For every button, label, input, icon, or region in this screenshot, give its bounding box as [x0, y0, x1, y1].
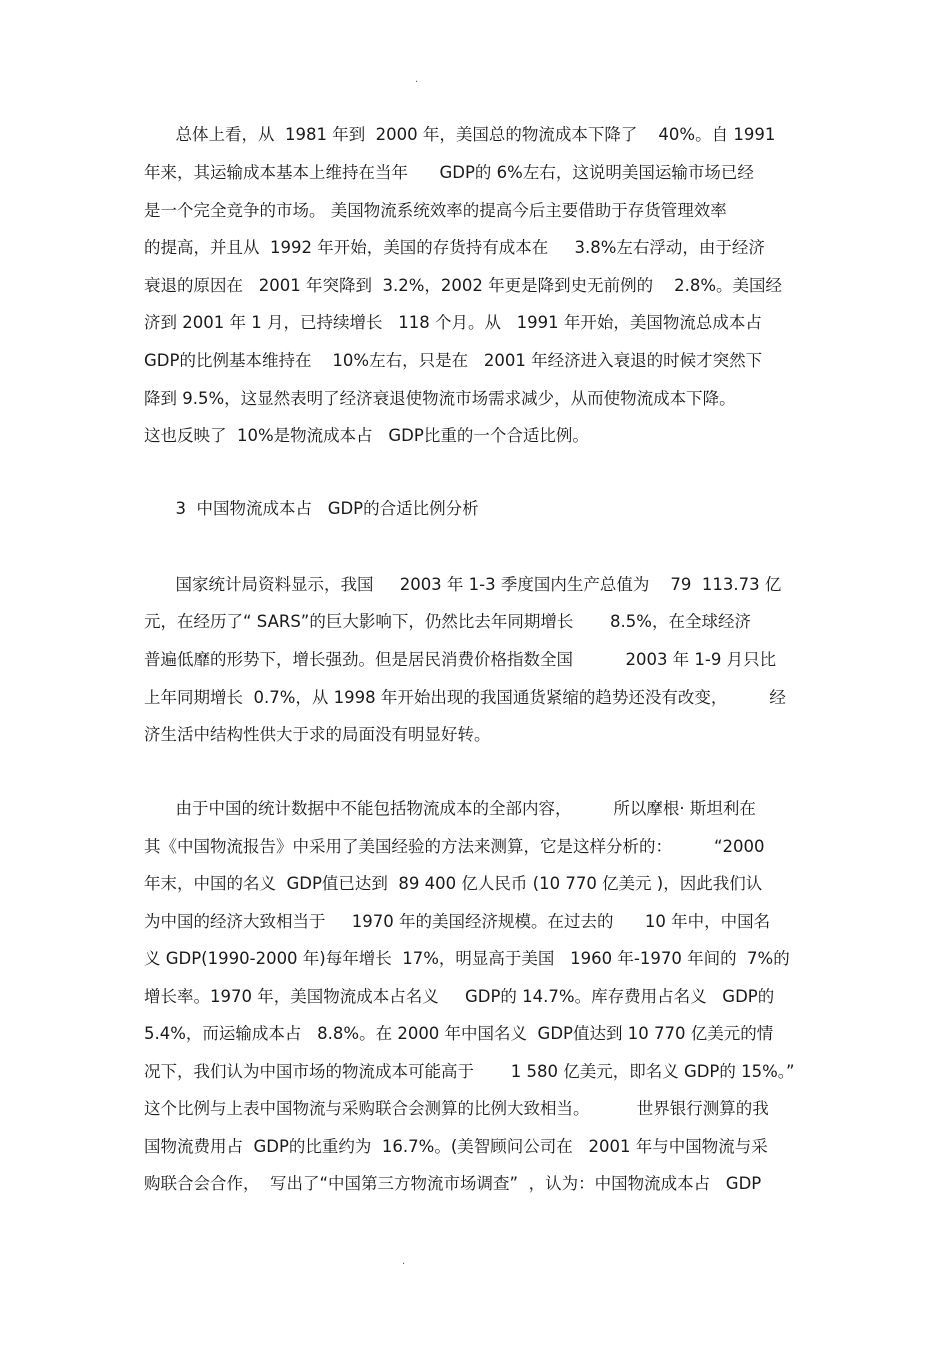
text-line: 为中国的经济大致相当于 1970 年的美国经济规模。在过去的 10 年中，中国名 [144, 912, 771, 931]
text-line: 年末，中国的名义 GDP值已达到 89 400 亿人民币 (10 770 亿美元 )，因此我们认 [144, 874, 763, 893]
text-line: 国物流费用占 GDP的比重约为 16.7%。(美智顾问公司在 2001 年与中国物流与采 [144, 1137, 768, 1156]
text-line: 况下，我们认为中国市场的物流成本可能高于 1 580 亿美元，即名义 GDP的 15%。” [144, 1062, 795, 1081]
text-line: 济到 2001 年 1 月，已持续增长 118 个月。从 1991 年开始，美国物流总成本占 [144, 313, 762, 332]
text-line: 衰退的原因在 2001 年突降到 3.2%，2002 年更是降到史无前例的 2.8%。美国经 [144, 276, 783, 295]
text-line: GDP的比例基本维持在 10%左右，只是在 2001 年经济进入衰退的时候才突然下 [144, 351, 763, 370]
text-line: 其《中国物流报告》中采用了美国经验的方法来测算，它是这样分析的： “2000 [144, 837, 765, 856]
text-line: 的提高，并且从 1992 年开始，美国的存货持有成本在 3.8%左右浮动，由于经济 [144, 238, 765, 257]
text-line: 年来，其运输成本基本上维持在当年 GDP的 6%左右，这说明美国运输市场已经 [144, 163, 754, 182]
page-bottom-mark: . [402, 1256, 406, 1267]
text-line: 上年同期增长 0.7%，从 1998 年开始出现的我国通货紧缩的趋势还没有改变， 经 [144, 688, 786, 707]
text-line: 是一个完全竞争的市场。 美国物流系统效率的提高今后主要借助于存货管理效率 [144, 201, 727, 220]
text-line: 元，在经历了“ SARS”的巨大影响下，仍然比去年同期增长 8.5%，在全球经济 [144, 612, 751, 631]
text-line: 5.4%，而运输成本占 8.8%。在 2000 年中国名义 GDP值达到 10 770 亿美元的情 [144, 1024, 774, 1043]
page-top-mark: . [415, 74, 419, 85]
text-line: 总体上看，从 1981 年到 2000 年，美国总的物流成本下降了 40%。自 1991 [144, 125, 776, 144]
text-line: 国家统计局资料显示，我国 2003 年 1-3 季度国内生产总值为 79 113.73 亿 [144, 575, 782, 594]
text-line: 降到 9.5%，这显然表明了经济衰退使物流市场需求减少，从而使物流成本下降。 [144, 389, 736, 408]
text-line: 购联合会合作， 写出了“中国第三方物流市场调查” ，认为：中国物流成本占 GDP [144, 1174, 762, 1193]
text-line: 这个比例与上表中国物流与采购联合会测算的比例大致相当。 世界银行测算的我 [144, 1099, 769, 1118]
text-line: 这也反映了 10%是物流成本占 GDP比重的一个合适比例。 [144, 426, 589, 445]
text-line: 普遍低靡的形势下，增长强劲。但是居民消费价格指数全国 2003 年 1-9 月只比 [144, 650, 777, 669]
text-line: 义 GDP(1990-2000 年)每年增长 17%，明显高于美国 1960 年-1970 年间的 7%的 [144, 949, 790, 968]
text-line: 增长率。1970 年，美国物流成本占名义 GDP的 14.7%。库存费用占名义 GDP的 [144, 987, 775, 1006]
text-line: 济生活中结构性供大于求的局面没有明显好转。 [144, 725, 491, 744]
section-heading: 3 中国物流成本占 GDP的合适比例分析 [144, 499, 479, 518]
text-line: 由于中国的统计数据中不能包括物流成本的全部内容， 所以摩根· 斯坦利在 [144, 799, 756, 818]
